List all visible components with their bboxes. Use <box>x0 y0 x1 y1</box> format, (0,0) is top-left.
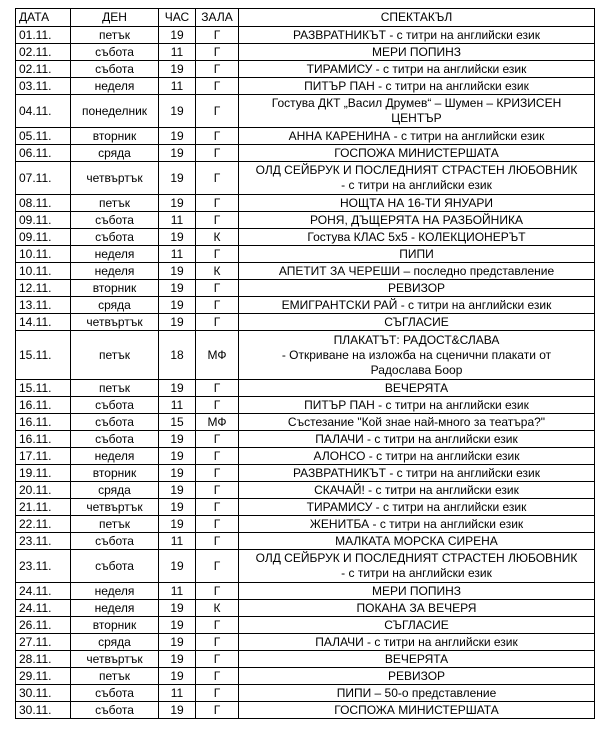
table-row <box>16 448 595 465</box>
title-line: СЪГЛАСИЕ <box>384 314 449 329</box>
date-cell: 01.11. <box>16 27 71 44</box>
title-line: ПЛАКАТЪТ: РАДОСТ&СЛАВА <box>333 332 500 347</box>
hour-cell: 19 <box>159 229 196 246</box>
hall-cell: МФ <box>196 331 239 380</box>
title-line: РАЗВРАТНИКЪТ - с титри на английски език <box>292 465 541 480</box>
title-line: АПЕТИТ ЗА ЧЕРЕШИ – последно представление <box>278 263 555 278</box>
title-line: ВЕЧЕРЯТА <box>384 651 449 666</box>
title-cell <box>239 617 595 634</box>
day-cell: събота <box>71 212 159 229</box>
table-row <box>16 617 595 634</box>
hour-cell: 11 <box>159 397 196 414</box>
title-line: МЕРИ ПОПИНЗ <box>371 44 462 59</box>
title-cell <box>239 702 595 719</box>
title-line: Гостува КЛАС 5х5 - КОЛЕКЦИОНЕРЪТ <box>307 229 526 244</box>
day-cell: събота <box>71 229 159 246</box>
table-row <box>16 280 595 297</box>
day-cell: събота <box>71 397 159 414</box>
hour-cell: 11 <box>159 44 196 61</box>
day-cell: събота <box>71 61 159 78</box>
header-hall: ЗАЛА <box>196 9 239 27</box>
title-cell <box>239 685 595 702</box>
title-cell <box>239 128 595 145</box>
hall-cell: Г <box>196 380 239 397</box>
title-cell <box>239 331 595 380</box>
title-cell <box>239 27 595 44</box>
table-row <box>16 702 595 719</box>
title-line: АННА КАРЕНИНА - с титри на английски език <box>288 128 545 143</box>
date-cell: 22.11. <box>16 516 71 533</box>
title-line: АЛОНСО - с титри на английски език <box>313 448 520 463</box>
hour-cell: 19 <box>159 516 196 533</box>
title-line: ГОСПОЖА МИНИСТЕРШАТА <box>334 702 499 717</box>
date-cell: 30.11. <box>16 685 71 702</box>
title-line: СКАЧАЙ! - с титри на английски език <box>314 482 519 497</box>
table-row <box>16 44 595 61</box>
title-line: ПАЛАЧИ - с титри на английски език <box>315 431 518 446</box>
hall-cell: Г <box>196 297 239 314</box>
hour-cell: 19 <box>159 550 196 583</box>
day-cell: неделя <box>71 448 159 465</box>
hall-cell: К <box>196 600 239 617</box>
table-row <box>16 533 595 550</box>
hall-cell: Г <box>196 397 239 414</box>
hour-cell: 11 <box>159 685 196 702</box>
title-line: Радослава Боор <box>370 362 463 377</box>
hall-cell: Г <box>196 448 239 465</box>
title-line: РОНЯ, ДЪЩЕРЯТА НА РАЗБОЙНИКА <box>310 212 523 227</box>
day-cell: събота <box>71 685 159 702</box>
hour-cell: 19 <box>159 195 196 212</box>
table-row <box>16 314 595 331</box>
hall-cell: Г <box>196 499 239 516</box>
day-cell: събота <box>71 44 159 61</box>
title-cell <box>239 583 595 600</box>
hour-cell: 19 <box>159 128 196 145</box>
day-cell: неделя <box>71 583 159 600</box>
date-cell: 09.11. <box>16 212 71 229</box>
title-cell <box>239 95 595 128</box>
hour-cell: 19 <box>159 380 196 397</box>
title-cell <box>239 465 595 482</box>
table-row <box>16 263 595 280</box>
title-cell <box>239 44 595 61</box>
title-cell <box>239 431 595 448</box>
title-line: РЕВИЗОР <box>387 668 446 683</box>
table-row <box>16 499 595 516</box>
hour-cell: 19 <box>159 280 196 297</box>
header-day: ДЕН <box>71 9 159 27</box>
table-row <box>16 583 595 600</box>
day-cell: събота <box>71 533 159 550</box>
title-cell <box>239 414 595 431</box>
hall-cell: Г <box>196 431 239 448</box>
date-cell: 27.11. <box>16 634 71 651</box>
table-row <box>16 78 595 95</box>
date-cell: 20.11. <box>16 482 71 499</box>
title-cell <box>239 162 595 195</box>
title-cell <box>239 448 595 465</box>
table-row <box>16 229 595 246</box>
date-cell: 02.11. <box>16 44 71 61</box>
title-line: ПАЛАЧИ - с титри на английски език <box>315 634 518 649</box>
date-cell: 08.11. <box>16 195 71 212</box>
date-cell: 07.11. <box>16 162 71 195</box>
day-cell: събота <box>71 431 159 448</box>
date-cell: 15.11. <box>16 331 71 380</box>
table-row <box>16 634 595 651</box>
title-cell <box>239 195 595 212</box>
title-cell <box>239 668 595 685</box>
hall-cell: Г <box>196 516 239 533</box>
title-line: ВЕЧЕРЯТА <box>384 380 449 395</box>
hall-cell: Г <box>196 128 239 145</box>
title-cell <box>239 651 595 668</box>
day-cell: петък <box>71 27 159 44</box>
header-hour: ЧАС <box>159 9 196 27</box>
title-cell <box>239 280 595 297</box>
title-line: - Откриване на изложба на сценични плакати от <box>281 347 552 362</box>
date-cell: 29.11. <box>16 668 71 685</box>
table-row <box>16 482 595 499</box>
hour-cell: 19 <box>159 162 196 195</box>
hall-cell: Г <box>196 61 239 78</box>
date-cell: 12.11. <box>16 280 71 297</box>
title-cell <box>239 212 595 229</box>
hall-cell: Г <box>196 246 239 263</box>
table-row <box>16 212 595 229</box>
title-cell <box>239 634 595 651</box>
table-row <box>16 61 595 78</box>
date-cell: 26.11. <box>16 617 71 634</box>
table-row <box>16 95 595 128</box>
date-cell: 24.11. <box>16 600 71 617</box>
day-cell: вторник <box>71 465 159 482</box>
hall-cell: Г <box>196 685 239 702</box>
hour-cell: 19 <box>159 499 196 516</box>
hour-cell: 19 <box>159 431 196 448</box>
hour-cell: 19 <box>159 702 196 719</box>
hour-cell: 19 <box>159 297 196 314</box>
hour-cell: 18 <box>159 331 196 380</box>
header-date: ДАТА <box>16 9 71 27</box>
date-cell: 30.11. <box>16 702 71 719</box>
hour-cell: 11 <box>159 78 196 95</box>
date-cell: 03.11. <box>16 78 71 95</box>
title-line: Състезание "Кой знае най-много за театъра?" <box>287 414 546 429</box>
date-cell: 02.11. <box>16 61 71 78</box>
date-cell: 24.11. <box>16 583 71 600</box>
title-cell <box>239 61 595 78</box>
hall-cell: Г <box>196 162 239 195</box>
hall-cell: Г <box>196 27 239 44</box>
title-line: - с титри на английски език <box>341 178 492 192</box>
title-line: ПИТЪР ПАН - с титри на английски език <box>304 78 529 93</box>
date-cell: 16.11. <box>16 397 71 414</box>
table-row <box>16 27 595 44</box>
day-cell: четвъртък <box>71 314 159 331</box>
table-row <box>16 380 595 397</box>
day-cell: четвъртък <box>71 651 159 668</box>
hour-cell: 15 <box>159 414 196 431</box>
hall-cell: Г <box>196 212 239 229</box>
table-row <box>16 331 595 380</box>
title-cell <box>239 297 595 314</box>
day-cell: петък <box>71 195 159 212</box>
table-row <box>16 397 595 414</box>
title-cell <box>239 533 595 550</box>
date-cell: 23.11. <box>16 550 71 583</box>
day-cell: петък <box>71 380 159 397</box>
title-cell <box>239 550 595 583</box>
header-row <box>16 9 595 27</box>
title-line: ПИТЪР ПАН - с титри на английски език <box>304 397 529 412</box>
table-row <box>16 516 595 533</box>
table-row <box>16 651 595 668</box>
title-line: ОЛД СЕЙБРУК И ПОСЛЕДНИЯТ СТРАСТЕН ЛЮБОВНИК <box>255 551 578 565</box>
table-row <box>16 550 595 583</box>
hall-cell: Г <box>196 550 239 583</box>
hall-cell: Г <box>196 668 239 685</box>
day-cell: вторник <box>71 128 159 145</box>
date-cell: 10.11. <box>16 263 71 280</box>
table-row <box>16 465 595 482</box>
hall-cell: Г <box>196 651 239 668</box>
day-cell: петък <box>71 331 159 380</box>
table-row <box>16 600 595 617</box>
title-line: Гостува ДКТ „Васил Друмев“ – Шумен – КРИЗИСЕН <box>271 96 562 110</box>
title-line: МАЛКАТА МОРСКА СИРЕНА <box>335 533 498 548</box>
hour-cell: 19 <box>159 668 196 685</box>
title-cell <box>239 246 595 263</box>
title-cell <box>239 516 595 533</box>
hall-cell: Г <box>196 617 239 634</box>
title-line: ГОСПОЖА МИНИСТЕРШАТА <box>334 145 499 160</box>
date-cell: 04.11. <box>16 95 71 128</box>
day-cell: събота <box>71 702 159 719</box>
table-row <box>16 195 595 212</box>
hall-cell: Г <box>196 314 239 331</box>
schedule-body <box>16 27 595 719</box>
hall-cell: Г <box>196 634 239 651</box>
day-cell: сряда <box>71 634 159 651</box>
title-cell <box>239 499 595 516</box>
hall-cell: Г <box>196 95 239 128</box>
title-line: РАЗВРАТНИКЪТ - с титри на английски език <box>292 27 541 42</box>
day-cell: понеделник <box>71 95 159 128</box>
hour-cell: 19 <box>159 448 196 465</box>
title-line: МЕРИ ПОПИНЗ <box>371 583 462 598</box>
table-row <box>16 246 595 263</box>
hall-cell: Г <box>196 583 239 600</box>
date-cell: 13.11. <box>16 297 71 314</box>
day-cell: сряда <box>71 482 159 499</box>
schedule-table <box>15 8 595 719</box>
table-row <box>16 162 595 195</box>
hour-cell: 19 <box>159 465 196 482</box>
date-cell: 19.11. <box>16 465 71 482</box>
title-line: ОЛД СЕЙБРУК И ПОСЛЕДНИЯТ СТРАСТЕН ЛЮБОВНИК <box>255 163 578 177</box>
hall-cell: К <box>196 229 239 246</box>
hour-cell: 11 <box>159 246 196 263</box>
hour-cell: 19 <box>159 27 196 44</box>
day-cell: петък <box>71 516 159 533</box>
hall-cell: Г <box>196 702 239 719</box>
date-cell: 16.11. <box>16 414 71 431</box>
title-cell <box>239 482 595 499</box>
title-line: ТИРАМИСУ - с титри на английски език <box>306 499 527 514</box>
table-row <box>16 128 595 145</box>
hour-cell: 19 <box>159 145 196 162</box>
hall-cell: Г <box>196 78 239 95</box>
hour-cell: 19 <box>159 651 196 668</box>
hour-cell: 19 <box>159 482 196 499</box>
title-line: ПИПИ <box>399 246 434 261</box>
title-cell <box>239 314 595 331</box>
hour-cell: 19 <box>159 600 196 617</box>
hour-cell: 11 <box>159 583 196 600</box>
title-line: ЕМИГРАНТСКИ РАЙ - с титри на английски език <box>281 297 552 312</box>
hall-cell: Г <box>196 482 239 499</box>
date-cell: 05.11. <box>16 128 71 145</box>
date-cell: 15.11. <box>16 380 71 397</box>
title-cell <box>239 78 595 95</box>
title-line: РЕВИЗОР <box>387 280 446 295</box>
date-cell: 21.11. <box>16 499 71 516</box>
title-cell <box>239 263 595 280</box>
hour-cell: 19 <box>159 263 196 280</box>
hall-cell: Г <box>196 195 239 212</box>
hour-cell: 19 <box>159 617 196 634</box>
day-cell: неделя <box>71 600 159 617</box>
title-cell <box>239 600 595 617</box>
hour-cell: 19 <box>159 634 196 651</box>
table-row <box>16 685 595 702</box>
date-cell: 17.11. <box>16 448 71 465</box>
title-line: ПИПИ – 50-о представление <box>336 685 497 700</box>
title-line: - с титри на английски език <box>341 566 492 580</box>
day-cell: неделя <box>71 246 159 263</box>
day-cell: неделя <box>71 263 159 280</box>
day-cell: петък <box>71 668 159 685</box>
hall-cell: К <box>196 263 239 280</box>
day-cell: събота <box>71 550 159 583</box>
title-line: ЦЕНТЪР <box>391 111 442 125</box>
day-cell: четвъртък <box>71 162 159 195</box>
hour-cell: 19 <box>159 95 196 128</box>
hour-cell: 11 <box>159 533 196 550</box>
hour-cell: 19 <box>159 61 196 78</box>
title-cell <box>239 145 595 162</box>
hall-cell: Г <box>196 465 239 482</box>
hall-cell: Г <box>196 145 239 162</box>
day-cell: вторник <box>71 617 159 634</box>
date-cell: 23.11. <box>16 533 71 550</box>
title-line: ТИРАМИСУ - с титри на английски език <box>306 61 527 76</box>
title-line: ЖЕНИТБА - с титри на английски език <box>309 516 524 531</box>
date-cell: 06.11. <box>16 145 71 162</box>
hall-cell: Г <box>196 280 239 297</box>
date-cell: 14.11. <box>16 314 71 331</box>
table-row <box>16 431 595 448</box>
table-row <box>16 145 595 162</box>
header-title: СПЕКТАКЪЛ <box>239 9 595 27</box>
day-cell: събота <box>71 414 159 431</box>
table-row <box>16 414 595 431</box>
day-cell: неделя <box>71 78 159 95</box>
date-cell: 10.11. <box>16 246 71 263</box>
day-cell: четвъртък <box>71 499 159 516</box>
day-cell: сряда <box>71 145 159 162</box>
title-cell <box>239 229 595 246</box>
table-row <box>16 668 595 685</box>
hour-cell: 11 <box>159 212 196 229</box>
date-cell: 16.11. <box>16 431 71 448</box>
hall-cell: Г <box>196 44 239 61</box>
title-cell <box>239 397 595 414</box>
title-line: НОЩТА НА 16-ТИ ЯНУАРИ <box>340 195 493 210</box>
day-cell: сряда <box>71 297 159 314</box>
date-cell: 28.11. <box>16 651 71 668</box>
day-cell: вторник <box>71 280 159 297</box>
table-row <box>16 297 595 314</box>
title-cell <box>239 380 595 397</box>
hall-cell: Г <box>196 533 239 550</box>
hour-cell: 19 <box>159 314 196 331</box>
hall-cell: МФ <box>196 414 239 431</box>
title-line: ПОКАНА ЗА ВЕЧЕРЯ <box>356 600 477 615</box>
title-line: СЪГЛАСИЕ <box>384 617 449 632</box>
date-cell: 09.11. <box>16 229 71 246</box>
